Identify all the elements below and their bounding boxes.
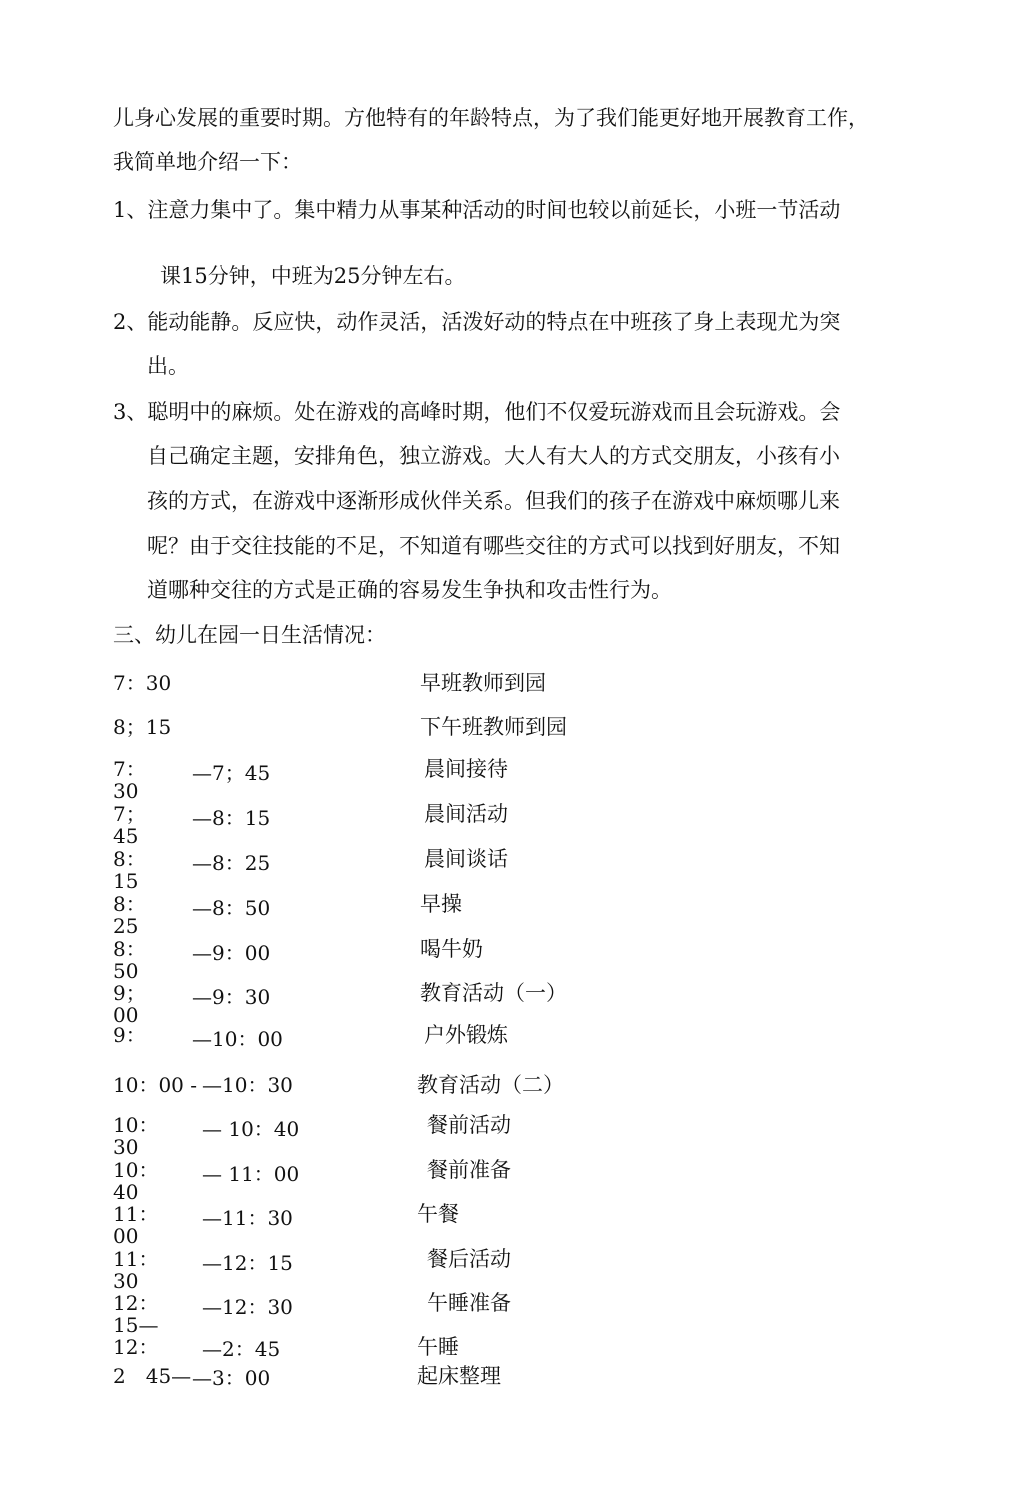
schedule-end: —8：15 — [192, 806, 271, 830]
schedule-activity: 户外锻炼 — [424, 1023, 508, 1047]
schedule-activity: 午睡准备 — [427, 1291, 511, 1315]
schedule-end: —10：00 — [192, 1027, 283, 1051]
schedule-start: 9： — [113, 1023, 146, 1047]
schedule-activity: 餐前活动 — [427, 1113, 511, 1137]
schedule-activity: 午餐 — [417, 1202, 459, 1226]
paragraph-line: 我简单地介绍一下： — [113, 150, 302, 174]
list-item-2-cont: 出。 — [147, 354, 189, 378]
schedule-end: —9：00 — [192, 941, 271, 965]
schedule-start: 7： 30 — [113, 757, 146, 803]
section-heading: 三、幼儿在园一日生活情况： — [113, 623, 386, 647]
schedule-start: 10： 40 — [113, 1158, 159, 1204]
schedule-end: —12：30 — [202, 1295, 293, 1319]
schedule-activity: 早操 — [420, 892, 462, 916]
paragraph-line: 儿身心发展的重要时期。方他特有的年龄特点，为了我们能更好地开展教育工作， — [113, 106, 869, 130]
list-item-1: 1、注意力集中了。集中精力从事某种活动的时间也较以前延长，小班一节活动 — [113, 198, 841, 222]
schedule-start: 12： — [113, 1335, 159, 1359]
schedule-start: 8；15 — [113, 715, 172, 739]
schedule-start: 8： 50 — [113, 937, 146, 983]
schedule-row — [0, 1074, 1024, 1104]
schedule-row — [0, 802, 1024, 848]
schedule-activity: 晨间活动 — [424, 802, 508, 826]
schedule-end: — 10：40 — [202, 1117, 300, 1141]
schedule-row — [0, 937, 1024, 983]
schedule-end: —3：00 — [192, 1366, 271, 1390]
schedule-activity: 午睡 — [417, 1335, 459, 1359]
schedule-end: —10：30 — [202, 1073, 293, 1097]
schedule-activity: 教育活动（二） — [417, 1073, 564, 1097]
schedule-activity: 餐前准备 — [427, 1158, 511, 1182]
schedule-start: 9； 00 — [113, 981, 146, 1027]
schedule-start: 12： 15— — [113, 1291, 159, 1337]
list-item-2: 2、能动能静。反应快，动作灵活，活泼好动的特点在中班孩了身上表现尤为突 — [113, 310, 841, 334]
schedule-end: —2：45 — [202, 1337, 281, 1361]
schedule-activity: 晨间谈话 — [424, 847, 508, 871]
schedule-activity: 教育活动（一） — [420, 981, 567, 1005]
list-item-3-cont: 呢？由于交往技能的不足，不知道有哪些交往的方式可以找到好朋友，不知 — [147, 534, 840, 558]
schedule-end: —11：30 — [202, 1206, 293, 1230]
schedule-start: 8： 25 — [113, 892, 146, 938]
schedule-row — [0, 981, 1024, 1027]
list-item-3: 3、聪明中的麻烦。处在游戏的高峰时期，他们不仅爱玩游戏而且会玩游戏。会 — [113, 400, 841, 424]
list-item-3-cont: 自己确定主题，安排角色，独立游戏。大人有大人的方式交朋友，小孩有小 — [147, 444, 840, 468]
schedule-row — [0, 1365, 1024, 1395]
schedule-row — [0, 847, 1024, 893]
schedule-end: —9：30 — [192, 985, 271, 1009]
schedule-activity: 早班教师到园 — [420, 671, 546, 695]
schedule-end: — 11：00 — [202, 1162, 300, 1186]
schedule-start: 7； 45 — [113, 802, 146, 848]
schedule-row — [0, 1291, 1024, 1337]
schedule-start: 10：00 - — [113, 1073, 198, 1097]
schedule-start: 11： 30 — [113, 1247, 159, 1293]
schedule-row — [0, 716, 1024, 746]
schedule-row — [0, 1024, 1024, 1054]
schedule-row — [0, 672, 1024, 702]
schedule-start: 11： 00 — [113, 1202, 159, 1248]
schedule-row — [0, 1202, 1024, 1248]
schedule-start: 2 45— — [113, 1364, 192, 1388]
schedule-activity: 下午班教师到园 — [420, 715, 567, 739]
schedule-row — [0, 1158, 1024, 1204]
schedule-activity: 餐后活动 — [427, 1247, 511, 1271]
schedule-start: 10： 30 — [113, 1113, 159, 1159]
schedule-activity: 喝牛奶 — [420, 937, 483, 961]
schedule-activity: 起床整理 — [417, 1364, 501, 1388]
schedule-end: —8：50 — [192, 896, 271, 920]
schedule-start: 8： 15 — [113, 847, 146, 893]
schedule-row — [0, 892, 1024, 938]
list-item-1-cont: 课15分钟，中班为25分钟左右。 — [160, 264, 466, 288]
schedule-end: —12：15 — [202, 1251, 293, 1275]
schedule-activity: 晨间接待 — [424, 757, 508, 781]
list-item-3-cont: 孩的方式，在游戏中逐渐形成伙伴关系。但我们的孩子在游戏中麻烦哪儿来 — [147, 489, 840, 513]
schedule-start: 7：30 — [113, 671, 172, 695]
schedule-row — [0, 757, 1024, 803]
schedule-row — [0, 1247, 1024, 1293]
schedule-row — [0, 1113, 1024, 1159]
schedule-end: —7；45 — [192, 761, 271, 785]
schedule-end: —8：25 — [192, 851, 271, 875]
schedule-row — [0, 1336, 1024, 1366]
list-item-3-cont: 道哪种交往的方式是正确的容易发生争执和攻击性行为。 — [147, 578, 672, 602]
